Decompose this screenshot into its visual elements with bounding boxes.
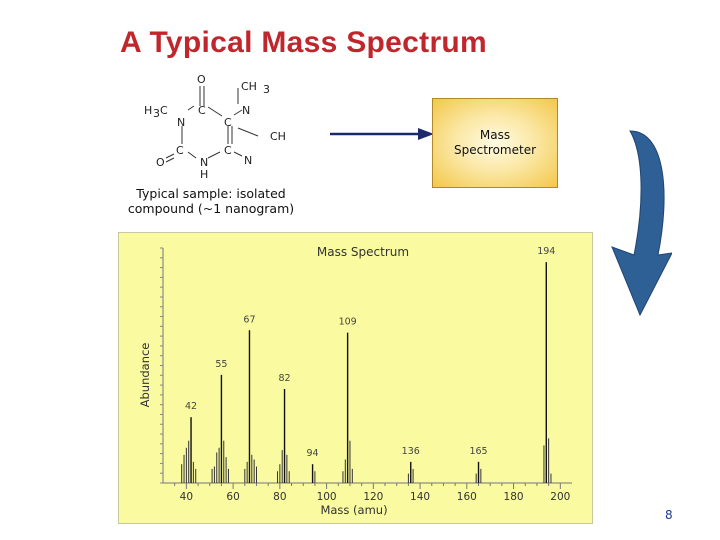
peak-label-67: 67 bbox=[243, 314, 256, 326]
atom-n7: N bbox=[244, 154, 253, 167]
atom-ch: CH bbox=[270, 130, 286, 143]
peak-label-82: 82 bbox=[278, 373, 291, 384]
atom-ch3-top: CH bbox=[241, 80, 257, 93]
atom-c6: C bbox=[224, 144, 232, 157]
x-tick-label: 180 bbox=[503, 491, 524, 503]
atom-c2: C bbox=[198, 104, 206, 117]
peak-label-55: 55 bbox=[215, 358, 228, 370]
x-tick-label: 160 bbox=[456, 491, 477, 503]
mass-spectrometer-box bbox=[432, 98, 558, 188]
x-tick-label: 40 bbox=[179, 491, 194, 503]
mass-spectrometer-label: Mass Spectrometer bbox=[453, 128, 537, 157]
peak-label-42: 42 bbox=[184, 401, 198, 413]
caffeine-structure bbox=[130, 70, 320, 185]
peak-label-94: 94 bbox=[306, 448, 319, 460]
atom-n8: N bbox=[200, 156, 209, 169]
atom-h3c-carbon: C bbox=[160, 104, 168, 117]
x-tick-label: 60 bbox=[226, 491, 240, 503]
slide-title: A Typical Mass Spectrum bbox=[120, 26, 488, 59]
flow-arrow bbox=[330, 126, 435, 142]
chart-title: Mass Spectrum bbox=[316, 245, 410, 259]
x-tick-label: 120 bbox=[363, 491, 384, 503]
peak-label-194: 194 bbox=[537, 246, 556, 258]
peak-label-109: 109 bbox=[338, 316, 357, 328]
peak-label-136: 136 bbox=[401, 445, 420, 457]
curved-flow-arrow bbox=[600, 125, 672, 320]
x-tick-label: 100 bbox=[316, 491, 337, 503]
sample-caption: Typical sample: isolated compound (~1 nanogram) bbox=[127, 186, 295, 216]
atom-n3: N bbox=[242, 104, 251, 117]
peak-label-165: 165 bbox=[469, 445, 488, 457]
atom-ch3-top-subscript: 3 bbox=[263, 83, 270, 96]
atom-c5: C bbox=[176, 144, 184, 157]
atom-h3c: H bbox=[144, 104, 153, 117]
x-axis-label: Mass (amu) bbox=[320, 503, 388, 517]
x-tick-label: 200 bbox=[550, 491, 571, 503]
atom-h8: H bbox=[200, 168, 209, 181]
page-number: 8 bbox=[665, 508, 673, 522]
atom-o-top: O bbox=[197, 73, 206, 86]
x-tick-label: 140 bbox=[410, 491, 431, 503]
atom-n1: N bbox=[177, 116, 186, 129]
atom-h3c-subscript: 3 bbox=[153, 107, 160, 120]
atom-c4: C bbox=[224, 116, 232, 129]
atom-o-left: O bbox=[156, 156, 165, 169]
y-axis-label: Abundance bbox=[138, 342, 152, 408]
x-tick-label: 80 bbox=[273, 491, 287, 503]
spectrum-panel bbox=[118, 232, 593, 524]
